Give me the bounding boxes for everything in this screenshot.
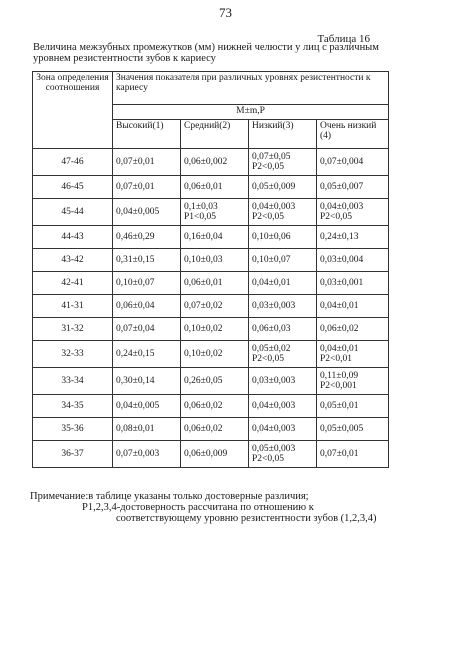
value-cell-high: 0,46±0,29 bbox=[113, 226, 181, 249]
value-cell-high: 0,30±0,14 bbox=[113, 368, 181, 395]
value-cell-high: 0,07±0,01 bbox=[113, 149, 181, 176]
value-cell-low: 0,05±0,003 P2<0,05 bbox=[249, 441, 317, 468]
value-cell-medium: 0,06±0,02 bbox=[181, 418, 249, 441]
value-cell-high: 0,07±0,04 bbox=[113, 318, 181, 341]
value-cell-very-low: 0,04±0,01 bbox=[317, 295, 389, 318]
value-cell-very-low: 0,06±0,02 bbox=[317, 318, 389, 341]
note-line: P1,2,3,4-достоверность рассчитана по отношению к bbox=[82, 502, 314, 513]
zone-cell: 34-35 bbox=[33, 395, 113, 418]
value-cell-low: 0,05±0,009 bbox=[249, 176, 317, 199]
table-row bbox=[33, 341, 389, 368]
value-cell-medium: 0,16±0,04 bbox=[181, 226, 249, 249]
value-cell-medium: 0,10±0,03 bbox=[181, 249, 249, 272]
value-cell-low: 0,05±0,02 P2<0,05 bbox=[249, 341, 317, 368]
mmp-header: M±m,P bbox=[113, 105, 389, 120]
table-row bbox=[33, 249, 389, 272]
table-row bbox=[33, 176, 389, 199]
zone-cell: 44-43 bbox=[33, 226, 113, 249]
value-cell-very-low: 0,05±0,007 bbox=[317, 176, 389, 199]
zone-cell: 32-33 bbox=[33, 341, 113, 368]
value-cell-low: 0,06±0,03 bbox=[249, 318, 317, 341]
value-cell-medium: 0,06±0,009 bbox=[181, 441, 249, 468]
value-cell-high: 0,31±0,15 bbox=[113, 249, 181, 272]
zone-cell: 36-37 bbox=[33, 441, 113, 468]
value-cell-high: 0,06±0,04 bbox=[113, 295, 181, 318]
value-cell-low: 0,04±0,003 bbox=[249, 418, 317, 441]
table-row bbox=[33, 272, 389, 295]
value-cell-high: 0,07±0,01 bbox=[113, 176, 181, 199]
zone-cell: 47-46 bbox=[33, 149, 113, 176]
value-cell-very-low: 0,04±0,01 P2<0,01 bbox=[317, 341, 389, 368]
value-cell-medium: 0,10±0,02 bbox=[181, 318, 249, 341]
table-body bbox=[33, 149, 389, 468]
level-header-very-low: Очень низкий (4) bbox=[317, 120, 389, 149]
value-cell-very-low: 0,24±0,13 bbox=[317, 226, 389, 249]
table-row bbox=[33, 395, 389, 418]
table-row bbox=[33, 149, 389, 176]
zone-cell: 46-45 bbox=[33, 176, 113, 199]
table-row bbox=[33, 368, 389, 395]
value-cell-medium: 0,10±0,02 bbox=[181, 341, 249, 368]
value-cell-medium: 0,06±0,01 bbox=[181, 272, 249, 295]
value-cell-low: 0,10±0,06 bbox=[249, 226, 317, 249]
values-header: Значения показателя при различных уровнях резистентности к кариесу bbox=[113, 72, 389, 105]
table-label: Таблица 16 bbox=[317, 33, 370, 45]
value-cell-medium: 0,1±0,03 P1<0,05 bbox=[181, 199, 249, 226]
level-header-low: Низкий(3) bbox=[249, 120, 317, 149]
value-cell-high: 0,04±0,005 bbox=[113, 395, 181, 418]
value-cell-low: 0,03±0,003 bbox=[249, 295, 317, 318]
value-cell-medium: 0,06±0,02 bbox=[181, 395, 249, 418]
zone-cell: 43-42 bbox=[33, 249, 113, 272]
zone-cell: 41-31 bbox=[33, 295, 113, 318]
level-header-high: Высокий(1) bbox=[113, 120, 181, 149]
value-cell-very-low: 0,04±0,003 P2<0,05 bbox=[317, 199, 389, 226]
zone-cell: 35-36 bbox=[33, 418, 113, 441]
value-cell-low: 0,07±0,05 P2<0,05 bbox=[249, 149, 317, 176]
value-cell-low: 0,04±0,003 bbox=[249, 395, 317, 418]
value-cell-very-low: 0,03±0,001 bbox=[317, 272, 389, 295]
value-cell-high: 0,10±0,07 bbox=[113, 272, 181, 295]
value-cell-low: 0,03±0,003 bbox=[249, 368, 317, 395]
note-line: Примечание:в таблице указаны только достоверные различия; bbox=[30, 491, 309, 502]
value-cell-medium: 0,07±0,02 bbox=[181, 295, 249, 318]
table-row bbox=[33, 318, 389, 341]
notes bbox=[30, 491, 420, 524]
table-row bbox=[33, 199, 389, 226]
value-cell-medium: 0,06±0,01 bbox=[181, 176, 249, 199]
value-cell-low: 0,04±0,003 P2<0,05 bbox=[249, 199, 317, 226]
value-cell-low: 0,10±0,07 bbox=[249, 249, 317, 272]
value-cell-very-low: 0,07±0,01 bbox=[317, 441, 389, 468]
value-cell-very-low: 0,05±0,01 bbox=[317, 395, 389, 418]
table-row bbox=[33, 418, 389, 441]
zone-header: Зона определения соотношения bbox=[33, 72, 113, 149]
zone-cell: 33-34 bbox=[33, 368, 113, 395]
level-header-medium: Средний(2) bbox=[181, 120, 249, 149]
data-table bbox=[32, 71, 389, 468]
note-line: соответствующему уровню резистентности зубов (1,2,3,4) bbox=[116, 513, 377, 524]
value-cell-very-low: 0,03±0,004 bbox=[317, 249, 389, 272]
zone-cell: 45-44 bbox=[33, 199, 113, 226]
value-cell-very-low: 0,11±0,09 P2<0,001 bbox=[317, 368, 389, 395]
table-row bbox=[33, 295, 389, 318]
value-cell-medium: 0,06±0,002 bbox=[181, 149, 249, 176]
page-number: 73 bbox=[219, 5, 232, 20]
zone-cell: 31-32 bbox=[33, 318, 113, 341]
value-cell-high: 0,08±0,01 bbox=[113, 418, 181, 441]
value-cell-very-low: 0,07±0,004 bbox=[317, 149, 389, 176]
table-caption: Величина межзубных промежутков (мм) нижней челюсти у лиц с различным уровнем резистентности зубов к кариесу bbox=[33, 42, 379, 64]
value-cell-high: 0,04±0,005 bbox=[113, 199, 181, 226]
value-cell-high: 0,24±0,15 bbox=[113, 341, 181, 368]
value-cell-low: 0,04±0,01 bbox=[249, 272, 317, 295]
table-row bbox=[33, 441, 389, 468]
value-cell-very-low: 0,05±0,005 bbox=[317, 418, 389, 441]
zone-cell: 42-41 bbox=[33, 272, 113, 295]
value-cell-high: 0,07±0,003 bbox=[113, 441, 181, 468]
table-row bbox=[33, 226, 389, 249]
value-cell-medium: 0,26±0,05 bbox=[181, 368, 249, 395]
